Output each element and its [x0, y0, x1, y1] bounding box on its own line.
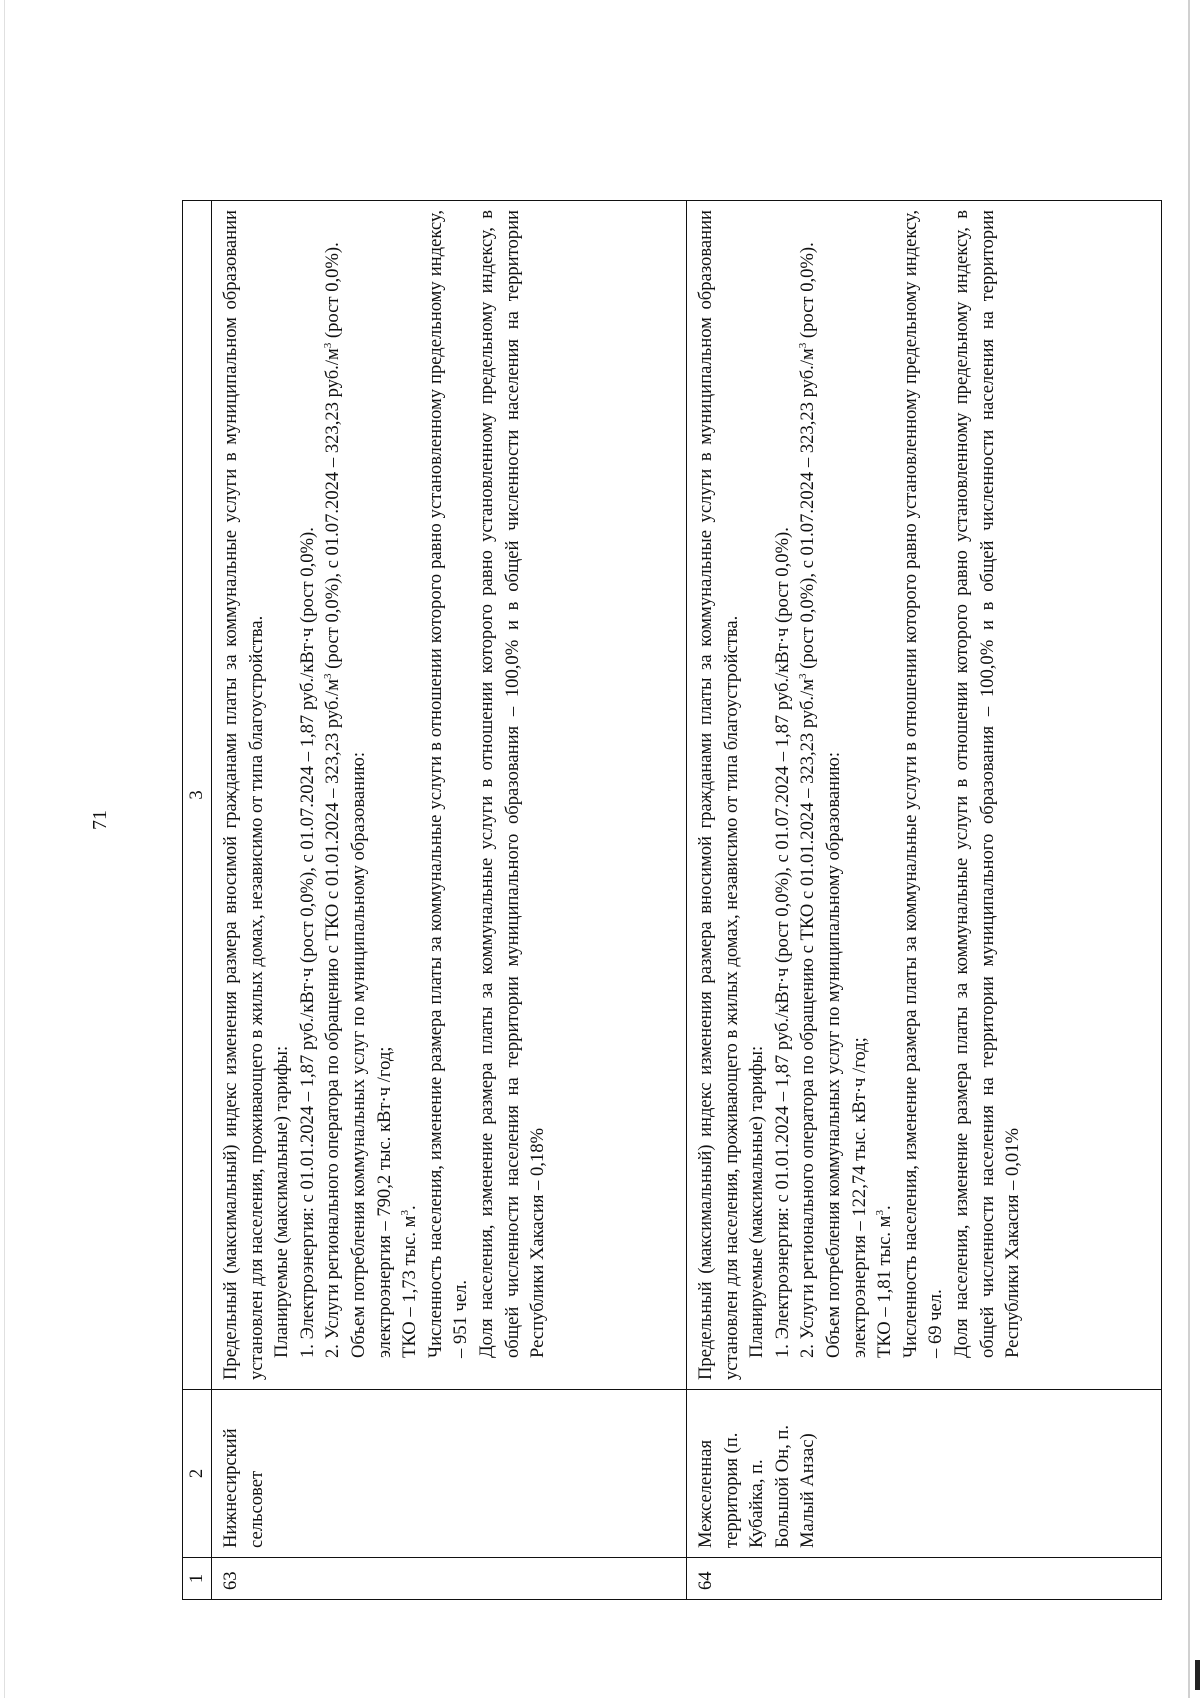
municipality-name: Нижнесирский сельсовет	[212, 1390, 687, 1558]
tariff-description	[212, 201, 687, 1390]
desc-paragraph: Численность населения, изменение размера платы за коммунальные услуги в отношении которого равно установленному предельному индексу, – 69 чел.	[899, 210, 947, 1358]
table-row	[212, 201, 687, 1600]
desc-paragraph: электроэнергия – 790,2 тыс. кВт·ч /год;	[373, 1046, 395, 1358]
desc-paragraph: электроэнергия – 122,74 тыс. кВт·ч /год;	[848, 1037, 870, 1358]
desc-paragraph: Доля населения, изменение размера платы за коммунальные услуги в отношении которого равно установленному предельному индексу, в общей численности населения на территории муниципального образования – 100,0% и в общей численности населения на территории Республики Хакасия – 0,01%	[950, 210, 1024, 1358]
desc-paragraph: Предельный (максимальный) индекс изменения размера вносимой гражданами платы за коммунальные услуги в муниципальном образовании установлен для населения, проживающего в жилых домах, независимо от типа благоустройства.	[220, 210, 267, 1380]
desc-paragraph: Объем потребления коммунальных услуг по муниципальному образованию:	[822, 751, 844, 1358]
desc-paragraph: 1. Электроэнергия: с 01.01.2024 – 1,87 руб./кВт·ч (рост 0,0%), с 01.07.2024 – 1,87 руб./кВт·ч (рост 0,0%).	[296, 527, 318, 1358]
tariff-description	[687, 201, 1162, 1390]
row-number: 64	[687, 1558, 1162, 1600]
desc-paragraph: ТКО – 1,73 тыс. $м^3$.	[398, 1205, 421, 1358]
page-number: 71	[89, 810, 111, 830]
scan-edge-artifact	[4, 0, 5, 1698]
desc-paragraph: 2. Услуги регионального оператора по обращению с ТКО с 01.01.2024 – 323,23 $руб./м^3$ (рост 0,0%), с 01.07.2024 – 323,23 $руб./м^3$ (рост 0,0%).	[797, 242, 819, 1358]
desc-paragraph: 2. Услуги регионального оператора по обращению с ТКО с 01.01.2024 – 323,23 $руб./м^3$ (рост 0,0%), с 01.07.2024 – 323,23 $руб./м^3$ (рост 0,0%).	[322, 242, 344, 1358]
desc-paragraph: Предельный (максимальный) индекс изменения размера вносимой гражданами платы за коммунальные услуги в муниципальном образовании установлен для населения, проживающего в жилых домах, независимо от типа благоустройства.	[695, 210, 742, 1380]
scan-edge-artifact	[1195, 1660, 1200, 1690]
tariff-table	[182, 200, 1162, 1600]
header-col-3: 3	[183, 201, 212, 1390]
desc-paragraph: Численность населения, изменение размера платы за коммунальные услуги в отношении которого равно установленному предельному индексу, – 951 чел.	[424, 210, 472, 1358]
desc-paragraph: 1. Электроэнергия: с 01.01.2024 – 1,87 руб./кВт·ч (рост 0,0%), с 01.07.2024 – 1,87 руб./кВт·ч (рост 0,0%).	[771, 527, 793, 1358]
table-row	[687, 201, 1162, 1600]
table-header-row	[183, 201, 212, 1600]
desc-paragraph: Доля населения, изменение размера платы за коммунальные услуги в отношении которого равно установленному предельному индексу, в общей численности населения на территории муниципального образования – 100,0% и в общей численности населения на территории Республики Хакасия – 0,18%	[475, 210, 549, 1358]
row-number: 63	[212, 1558, 687, 1600]
scan-edge-artifact	[1188, 0, 1190, 1698]
desc-paragraph: ТКО – 1,81 тыс. $м^3$.	[873, 1205, 896, 1358]
desc-paragraph: Планируемые (максимальные) тарифы:	[271, 1045, 293, 1358]
municipality-name: Межселенная территория (п. Кубайка, п. Большой Он, п. Малый Анзас)	[687, 1390, 1162, 1558]
header-col-2: 2	[183, 1390, 212, 1558]
desc-paragraph: Объем потребления коммунальных услуг по муниципальному образованию:	[347, 751, 369, 1358]
desc-paragraph: Планируемые (максимальные) тарифы:	[746, 1045, 768, 1358]
header-col-1: 1	[183, 1558, 212, 1600]
rotated-page-content	[182, 200, 1162, 1600]
